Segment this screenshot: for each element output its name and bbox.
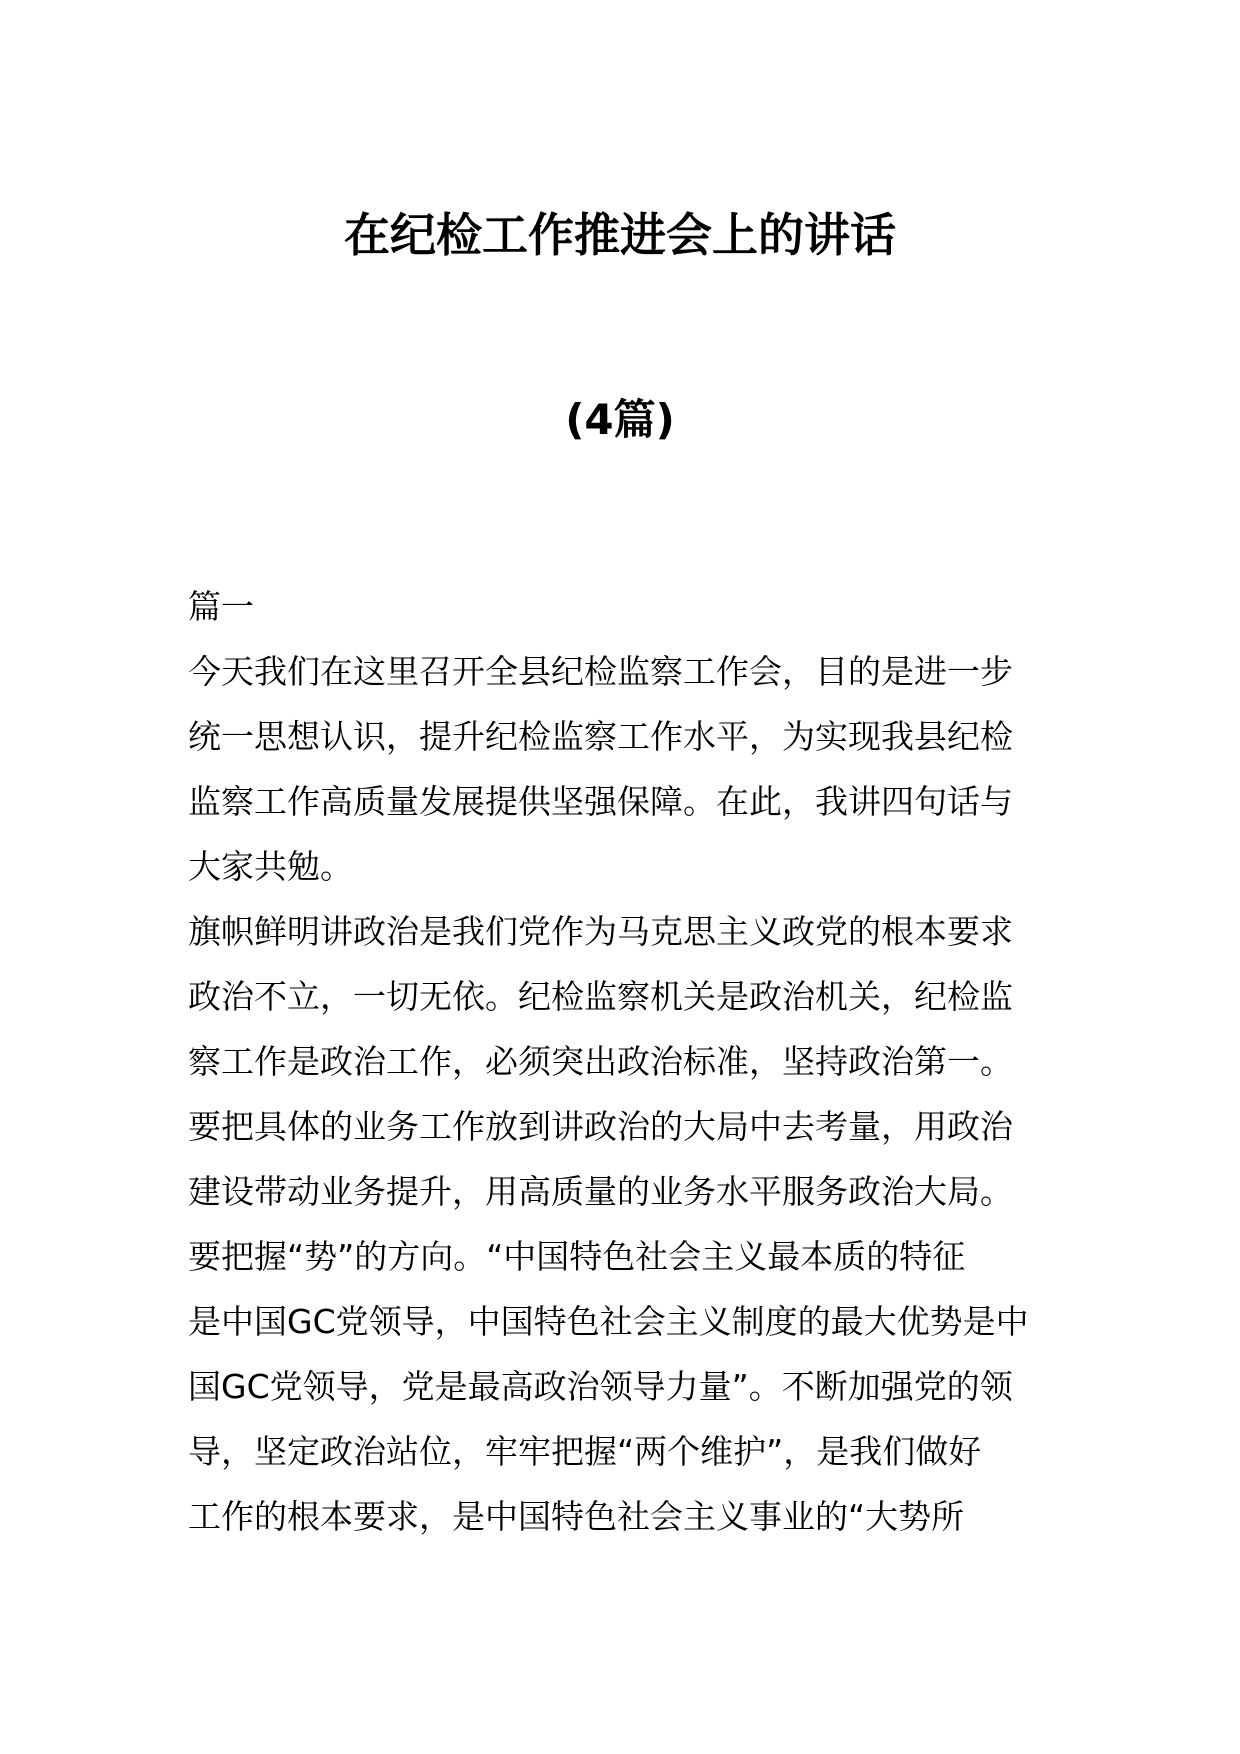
document-subtitle: (4篇): [565, 395, 675, 444]
body-line: 国GC党领导，党是最高政治领导力量”。不断加强党的领: [188, 1367, 1013, 1406]
body-line: 统一思想认识，提升纪检监察工作水平，为实现我县纪检: [188, 717, 1013, 756]
body-line: 政治不立，一切无依。纪检监察机关是政治机关，纪检监: [188, 977, 1013, 1016]
body-line: 今天我们在这里召开全县纪检监察工作会，目的是进一步: [188, 652, 1013, 691]
body-line: 大家共勉。: [188, 847, 353, 886]
document-body: [188, 574, 1068, 1549]
body-line: 要把具体的业务工作放到讲政治的大局中去考量，用政治: [188, 1107, 1013, 1146]
body-line: 监察工作高质量发展提供坚强保障。在此，我讲四句话与: [188, 782, 1013, 821]
section-heading: 篇一: [188, 587, 254, 626]
body-line: 察工作是政治工作，必须突出政治标准，坚持政治第一。: [188, 1042, 1013, 1081]
body-line: 导，坚定政治站位，牢牢把握“两个维护”，是我们做好: [188, 1432, 982, 1471]
body-line: 要把握“势”的方向。“中国特色社会主义最本质的特征: [188, 1237, 966, 1276]
body-line: 建设带动业务提升，用高质量的业务水平服务政治大局。: [188, 1172, 1013, 1211]
body-line: 是中国GC党领导，中国特色社会主义制度的最大优势是中: [188, 1302, 1029, 1341]
document-title: 在纪检工作推进会上的讲话: [344, 208, 896, 262]
body-line: 工作的根本要求，是中国特色社会主义事业的“大势所: [188, 1497, 965, 1536]
body-line: 旗帜鲜明讲政治是我们党作为马克思主义政党的根本要求: [188, 912, 1013, 951]
